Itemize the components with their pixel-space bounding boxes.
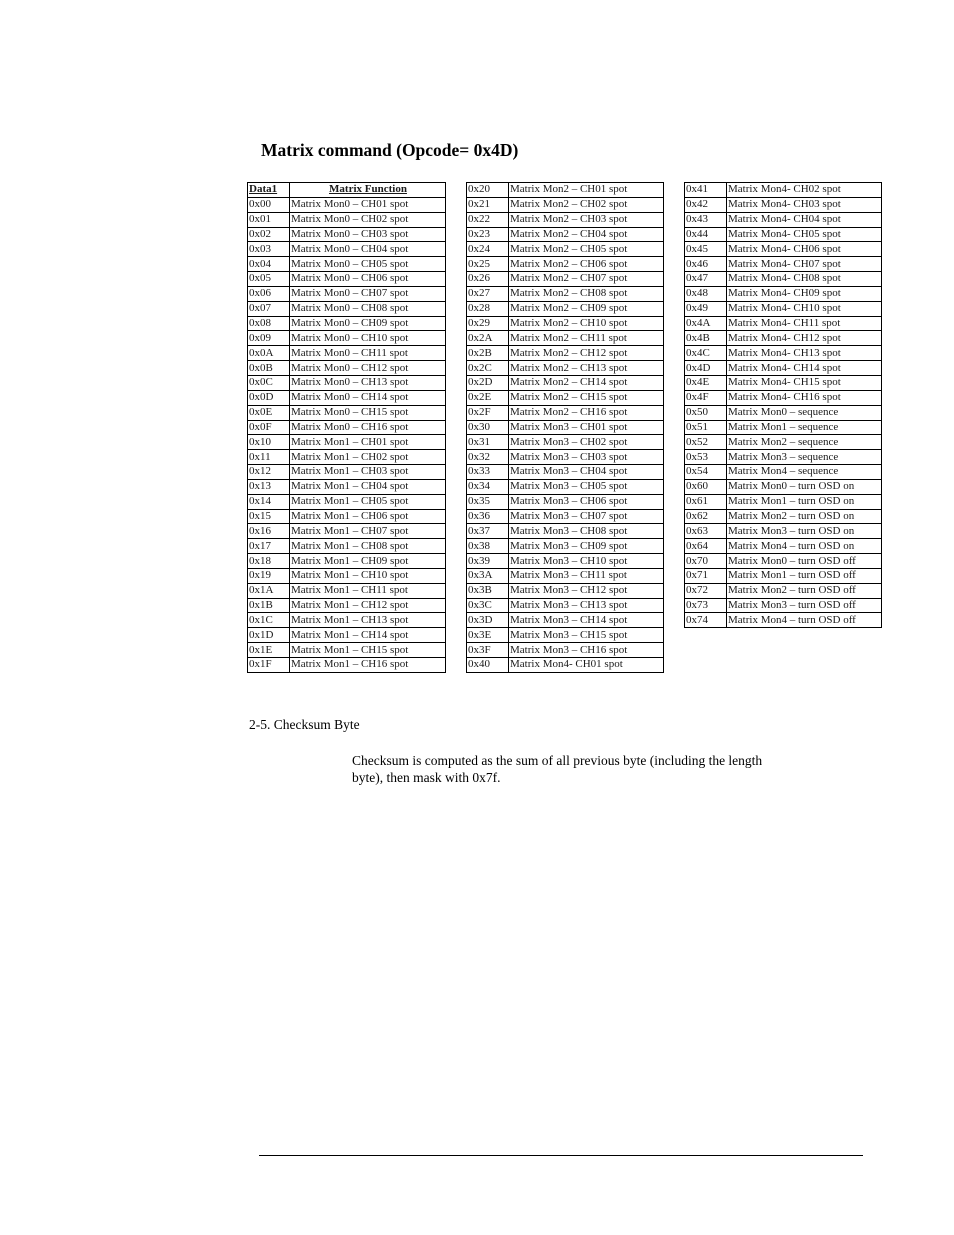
- table-row: [685, 479, 882, 494]
- table-row: [248, 465, 446, 480]
- table-row: [467, 331, 664, 346]
- table-row: [685, 509, 882, 524]
- table-row: [248, 435, 446, 450]
- data1-code-cell: 0x01: [248, 212, 290, 227]
- matrix-function-cell: Matrix Mon2 – turn OSD on: [727, 509, 882, 524]
- data1-code-cell: 0x29: [467, 316, 509, 331]
- data1-code-cell: 0x0F: [248, 420, 290, 435]
- data1-code-cell: 0x04: [248, 257, 290, 272]
- matrix-function-cell: Matrix Mon3 – CH15 spot: [509, 628, 664, 643]
- data1-code-cell: 0x2B: [467, 346, 509, 361]
- matrix-function-cell: Matrix Mon4- CH06 spot: [727, 242, 882, 257]
- data1-code-cell: 0x4F: [685, 390, 727, 405]
- matrix-function-cell: Matrix Mon1 – CH13 spot: [290, 613, 446, 628]
- data1-code-cell: 0x31: [467, 435, 509, 450]
- matrix-function-cell: Matrix Mon0 – CH15 spot: [290, 405, 446, 420]
- table-row: [467, 257, 664, 272]
- table-row: [685, 435, 882, 450]
- table-row: [685, 242, 882, 257]
- data1-code-cell: 0x54: [685, 465, 727, 480]
- matrix-function-cell: Matrix Mon1 – CH09 spot: [290, 554, 446, 569]
- matrix-function-cell: Matrix Mon1 – CH01 spot: [290, 435, 446, 450]
- data1-code-cell: 0x06: [248, 286, 290, 301]
- table-row: [685, 183, 882, 198]
- data1-code-cell: 0x05: [248, 272, 290, 287]
- table-row: [248, 539, 446, 554]
- table-row: [248, 524, 446, 539]
- footer-rule: [259, 1155, 863, 1156]
- data1-code-cell: 0x14: [248, 494, 290, 509]
- matrix-function-cell: Matrix Mon4- CH08 spot: [727, 272, 882, 287]
- data1-code-cell: 0x44: [685, 227, 727, 242]
- table-row: [248, 286, 446, 301]
- matrix-function-cell: Matrix Mon4 – turn OSD on: [727, 539, 882, 554]
- data1-code-cell: 0x11: [248, 450, 290, 465]
- matrix-function-cell: Matrix Mon4- CH11 spot: [727, 316, 882, 331]
- matrix-function-cell: Matrix Mon0 – CH01 spot: [290, 197, 446, 212]
- data1-code-cell: 0x42: [685, 197, 727, 212]
- data1-code-cell: 0x07: [248, 301, 290, 316]
- matrix-function-cell: Matrix Mon3 – CH03 spot: [509, 450, 664, 465]
- data1-code-cell: 0x10: [248, 435, 290, 450]
- data1-code-cell: 0x3A: [467, 568, 509, 583]
- data1-code-cell: 0x49: [685, 301, 727, 316]
- data1-code-cell: 0x62: [685, 509, 727, 524]
- table-row: [467, 361, 664, 376]
- matrix-function-cell: Matrix Mon3 – CH10 spot: [509, 554, 664, 569]
- matrix-function-cell: Matrix Mon0 – CH07 spot: [290, 286, 446, 301]
- matrix-function-cell: Matrix Mon4- CH01 spot: [509, 658, 664, 673]
- data1-code-cell: 0x45: [685, 242, 727, 257]
- matrix-function-cell: Matrix Mon2 – CH11 spot: [509, 331, 664, 346]
- table-row: [248, 316, 446, 331]
- data1-code-cell: 0x0E: [248, 405, 290, 420]
- matrix-function-cell: Matrix Mon3 – CH02 spot: [509, 435, 664, 450]
- table-row: [467, 658, 664, 673]
- data1-code-cell: 0x08: [248, 316, 290, 331]
- matrix-function-cell: Matrix Mon0 – sequence: [727, 405, 882, 420]
- matrix-function-cell: Matrix Mon4 – sequence: [727, 465, 882, 480]
- matrix-function-cell: Matrix Mon2 – CH16 spot: [509, 405, 664, 420]
- matrix-function-cell: Matrix Mon2 – CH05 spot: [509, 242, 664, 257]
- data1-code-cell: 0x41: [685, 183, 727, 198]
- data1-code-cell: 0x35: [467, 494, 509, 509]
- checksum-paragraph: Checksum is computed as the sum of all previous byte (including the length byte), then mask with 0x7f.: [352, 753, 763, 785]
- matrix-function-cell: Matrix Mon4- CH16 spot: [727, 390, 882, 405]
- table-row: [685, 539, 882, 554]
- data1-code-cell: 0x47: [685, 272, 727, 287]
- matrix-table-1: [247, 182, 446, 673]
- table-row: [467, 628, 664, 643]
- matrix-function-cell: Matrix Mon1 – CH16 spot: [290, 658, 446, 673]
- matrix-function-cell: Matrix Mon3 – CH05 spot: [509, 479, 664, 494]
- data1-code-cell: 0x28: [467, 301, 509, 316]
- data1-code-cell: 0x1B: [248, 598, 290, 613]
- data1-code-cell: 0x40: [467, 658, 509, 673]
- table-row: [685, 361, 882, 376]
- table-row: [685, 301, 882, 316]
- matrix-function-cell: Matrix Mon4- CH07 spot: [727, 257, 882, 272]
- matrix-function-cell: Matrix Mon3 – CH13 spot: [509, 598, 664, 613]
- data1-code-cell: 0x51: [685, 420, 727, 435]
- matrix-function-cell: Matrix Mon3 – CH07 spot: [509, 509, 664, 524]
- data1-code-cell: 0x17: [248, 539, 290, 554]
- data1-code-cell: 0x19: [248, 568, 290, 583]
- matrix-function-cell: Matrix Mon3 – CH01 spot: [509, 420, 664, 435]
- page-title: Matrix command (Opcode= 0x4D): [261, 140, 519, 160]
- matrix-function-cell: Matrix Mon1 – CH08 spot: [290, 539, 446, 554]
- matrix-function-cell: Matrix Mon0 – CH04 spot: [290, 242, 446, 257]
- data1-code-cell: 0x3D: [467, 613, 509, 628]
- matrix-function-cell: Matrix Mon1 – turn OSD off: [727, 568, 882, 583]
- matrix-function-cell: Matrix Mon2 – CH03 spot: [509, 212, 664, 227]
- table-row: [248, 420, 446, 435]
- table-row: [248, 628, 446, 643]
- data1-code-cell: 0x50: [685, 405, 727, 420]
- matrix-table-2: [466, 182, 664, 673]
- matrix-function-cell: Matrix Mon1 – CH07 spot: [290, 524, 446, 539]
- data1-code-cell: 0x38: [467, 539, 509, 554]
- table-row: [248, 568, 446, 583]
- table-row: [685, 257, 882, 272]
- matrix-function-cell: Matrix Mon3 – sequence: [727, 450, 882, 465]
- matrix-function-cell: Matrix Mon0 – turn OSD on: [727, 479, 882, 494]
- matrix-function-cell: Matrix Mon2 – CH07 spot: [509, 272, 664, 287]
- data1-code-cell: 0x2A: [467, 331, 509, 346]
- table-row: [467, 643, 664, 658]
- data1-code-cell: 0x24: [467, 242, 509, 257]
- matrix-function-cell: Matrix Mon2 – CH14 spot: [509, 375, 664, 390]
- table-row: [467, 242, 664, 257]
- table-row: [248, 212, 446, 227]
- matrix-function-cell: Matrix Mon2 – CH10 spot: [509, 316, 664, 331]
- table-row: [685, 286, 882, 301]
- matrix-function-cell: Matrix Mon0 – CH13 spot: [290, 375, 446, 390]
- table-row: [685, 524, 882, 539]
- data1-code-cell: 0x22: [467, 212, 509, 227]
- data1-code-cell: 0x61: [685, 494, 727, 509]
- table-row: [467, 450, 664, 465]
- data1-code-cell: 0x2F: [467, 405, 509, 420]
- table-row: [467, 420, 664, 435]
- table-row: [248, 272, 446, 287]
- data1-code-cell: 0x52: [685, 435, 727, 450]
- data1-code-cell: 0x23: [467, 227, 509, 242]
- matrix-function-cell: Matrix Mon0 – CH06 spot: [290, 272, 446, 287]
- matrix-function-cell: Matrix Mon3 – CH04 spot: [509, 465, 664, 480]
- matrix-function-cell: Matrix Mon4- CH14 spot: [727, 361, 882, 376]
- data1-code-cell: 0x63: [685, 524, 727, 539]
- data1-code-cell: 0x02: [248, 227, 290, 242]
- data1-code-cell: 0x4D: [685, 361, 727, 376]
- table-row: [685, 316, 882, 331]
- data1-code-cell: 0x33: [467, 465, 509, 480]
- matrix-function-cell: Matrix Mon0 – turn OSD off: [727, 554, 882, 569]
- matrix-function-cell: Matrix Mon3 – CH16 spot: [509, 643, 664, 658]
- data1-code-cell: 0x53: [685, 450, 727, 465]
- table-row: [685, 465, 882, 480]
- table-row: [467, 375, 664, 390]
- data1-code-cell: 0x21: [467, 197, 509, 212]
- matrix-function-cell: Matrix Mon1 – CH04 spot: [290, 479, 446, 494]
- table-row: [685, 227, 882, 242]
- matrix-function-cell: Matrix Mon3 – CH09 spot: [509, 539, 664, 554]
- table-row: [685, 554, 882, 569]
- table-row: [248, 331, 446, 346]
- table-row: [248, 197, 446, 212]
- data1-code-cell: 0x1D: [248, 628, 290, 643]
- matrix-function-cell: Matrix Mon2 – CH09 spot: [509, 301, 664, 316]
- table-row: [248, 346, 446, 361]
- matrix-function-cell: Matrix Mon4- CH05 spot: [727, 227, 882, 242]
- matrix-function-cell: Matrix Mon0 – CH08 spot: [290, 301, 446, 316]
- table-row: [467, 272, 664, 287]
- matrix-function-cell: Matrix Mon4- CH15 spot: [727, 375, 882, 390]
- table-row: [685, 450, 882, 465]
- data1-code-cell: 0x43: [685, 212, 727, 227]
- table-row: [248, 375, 446, 390]
- matrix-function-cell: Matrix Mon3 – CH14 spot: [509, 613, 664, 628]
- matrix-function-cell: Matrix Mon2 – CH15 spot: [509, 390, 664, 405]
- data1-code-cell: 0x46: [685, 257, 727, 272]
- data1-code-cell: 0x0B: [248, 361, 290, 376]
- data1-code-cell: 0x30: [467, 420, 509, 435]
- matrix-function-cell: Matrix Mon1 – CH02 spot: [290, 450, 446, 465]
- matrix-function-cell: Matrix Mon1 – CH06 spot: [290, 509, 446, 524]
- table-row: [467, 435, 664, 450]
- table-row: [685, 420, 882, 435]
- data1-code-cell: 0x4B: [685, 331, 727, 346]
- table-row: [248, 613, 446, 628]
- matrix-function-cell: Matrix Mon0 – CH16 spot: [290, 420, 446, 435]
- data1-code-cell: 0x3C: [467, 598, 509, 613]
- matrix-function-cell: Matrix Mon1 – sequence: [727, 420, 882, 435]
- table-row: [248, 405, 446, 420]
- data1-code-cell: 0x71: [685, 568, 727, 583]
- table-row: [685, 212, 882, 227]
- data1-code-cell: 0x25: [467, 257, 509, 272]
- data1-code-cell: 0x16: [248, 524, 290, 539]
- data1-code-cell: 0x1C: [248, 613, 290, 628]
- data1-code-cell: 0x4C: [685, 346, 727, 361]
- matrix-function-cell: Matrix Mon0 – CH03 spot: [290, 227, 446, 242]
- matrix-function-cell: Matrix Mon2 – CH06 spot: [509, 257, 664, 272]
- data1-code-cell: 0x26: [467, 272, 509, 287]
- data1-code-cell: 0x60: [685, 479, 727, 494]
- table-row: [467, 183, 664, 198]
- table-row: [685, 613, 882, 628]
- table-row: [467, 286, 664, 301]
- matrix-function-cell: Matrix Mon0 – CH10 spot: [290, 331, 446, 346]
- header-data1: Data1: [248, 183, 290, 198]
- data1-code-cell: 0x03: [248, 242, 290, 257]
- table-row: [467, 539, 664, 554]
- matrix-function-cell: Matrix Mon2 – sequence: [727, 435, 882, 450]
- table-row: [467, 613, 664, 628]
- matrix-function-cell: Matrix Mon4- CH03 spot: [727, 197, 882, 212]
- header-matrix-function: Matrix Function: [290, 183, 446, 198]
- matrix-function-cell: Matrix Mon2 – CH13 spot: [509, 361, 664, 376]
- matrix-function-cell: Matrix Mon1 – CH03 spot: [290, 465, 446, 480]
- table-row: [467, 524, 664, 539]
- table-row: [685, 375, 882, 390]
- data1-code-cell: 0x1A: [248, 583, 290, 598]
- table-row: [467, 494, 664, 509]
- table-row: [467, 598, 664, 613]
- table-row: [467, 212, 664, 227]
- matrix-function-cell: Matrix Mon2 – CH12 spot: [509, 346, 664, 361]
- matrix-function-cell: Matrix Mon1 – CH15 spot: [290, 643, 446, 658]
- matrix-function-cell: Matrix Mon0 – CH11 spot: [290, 346, 446, 361]
- matrix-function-cell: Matrix Mon0 – CH14 spot: [290, 390, 446, 405]
- table-row: [248, 554, 446, 569]
- matrix-function-cell: Matrix Mon4- CH12 spot: [727, 331, 882, 346]
- table-row: [685, 272, 882, 287]
- table-row: [685, 568, 882, 583]
- table-row: [248, 242, 446, 257]
- matrix-function-cell: Matrix Mon3 – CH06 spot: [509, 494, 664, 509]
- data1-code-cell: 0x09: [248, 331, 290, 346]
- data1-code-cell: 0x64: [685, 539, 727, 554]
- table-row: [685, 583, 882, 598]
- data1-code-cell: 0x1F: [248, 658, 290, 673]
- table-row: [467, 583, 664, 598]
- table-row: [685, 598, 882, 613]
- data1-code-cell: 0x72: [685, 583, 727, 598]
- table-row: [467, 227, 664, 242]
- matrix-function-cell: Matrix Mon4- CH13 spot: [727, 346, 882, 361]
- section-heading: 2-5. Checksum Byte: [249, 717, 360, 732]
- matrix-function-cell: Matrix Mon4- CH02 spot: [727, 183, 882, 198]
- matrix-function-cell: Matrix Mon4- CH04 spot: [727, 212, 882, 227]
- table-row: [248, 390, 446, 405]
- data1-code-cell: 0x70: [685, 554, 727, 569]
- table-row: [467, 301, 664, 316]
- table-row: [685, 346, 882, 361]
- matrix-function-cell: Matrix Mon4- CH09 spot: [727, 286, 882, 301]
- table-row: [685, 331, 882, 346]
- table-row: [685, 197, 882, 212]
- table-row: [248, 509, 446, 524]
- data1-code-cell: 0x3B: [467, 583, 509, 598]
- matrix-function-cell: Matrix Mon3 – CH11 spot: [509, 568, 664, 583]
- table-row: [685, 390, 882, 405]
- matrix-function-cell: Matrix Mon2 – CH08 spot: [509, 286, 664, 301]
- data1-code-cell: 0x00: [248, 197, 290, 212]
- table-row: [467, 509, 664, 524]
- matrix-function-cell: Matrix Mon1 – turn OSD on: [727, 494, 882, 509]
- table-row: [467, 568, 664, 583]
- data1-code-cell: 0x12: [248, 465, 290, 480]
- matrix-function-cell: Matrix Mon2 – CH02 spot: [509, 197, 664, 212]
- data1-code-cell: 0x20: [467, 183, 509, 198]
- matrix-function-cell: Matrix Mon0 – CH12 spot: [290, 361, 446, 376]
- matrix-function-cell: Matrix Mon3 – turn OSD on: [727, 524, 882, 539]
- data1-code-cell: 0x0D: [248, 390, 290, 405]
- table-row: [248, 227, 446, 242]
- table-row: [248, 583, 446, 598]
- matrix-function-cell: Matrix Mon1 – CH12 spot: [290, 598, 446, 613]
- data1-code-cell: 0x2E: [467, 390, 509, 405]
- matrix-function-cell: Matrix Mon0 – CH05 spot: [290, 257, 446, 272]
- data1-code-cell: 0x73: [685, 598, 727, 613]
- data1-code-cell: 0x37: [467, 524, 509, 539]
- data1-code-cell: 0x36: [467, 509, 509, 524]
- table-row: [467, 197, 664, 212]
- data1-code-cell: 0x48: [685, 286, 727, 301]
- matrix-function-cell: Matrix Mon3 – CH12 spot: [509, 583, 664, 598]
- data1-code-cell: 0x0C: [248, 375, 290, 390]
- data1-code-cell: 0x32: [467, 450, 509, 465]
- table-row: [248, 301, 446, 316]
- matrix-table-3: [684, 182, 882, 628]
- data1-code-cell: 0x18: [248, 554, 290, 569]
- data1-code-cell: 0x34: [467, 479, 509, 494]
- table-row: [248, 658, 446, 673]
- matrix-function-cell: Matrix Mon3 – turn OSD off: [727, 598, 882, 613]
- data1-code-cell: 0x2D: [467, 375, 509, 390]
- table-row: [467, 465, 664, 480]
- matrix-function-cell: Matrix Mon2 – turn OSD off: [727, 583, 882, 598]
- data1-code-cell: 0x4A: [685, 316, 727, 331]
- table-row: [467, 346, 664, 361]
- data1-code-cell: 0x27: [467, 286, 509, 301]
- table-row: [248, 257, 446, 272]
- table-row: [248, 598, 446, 613]
- matrix-function-cell: Matrix Mon0 – CH09 spot: [290, 316, 446, 331]
- table-row: [248, 479, 446, 494]
- matrix-function-cell: Matrix Mon1 – CH05 spot: [290, 494, 446, 509]
- matrix-function-cell: Matrix Mon1 – CH10 spot: [290, 568, 446, 583]
- table-row: [467, 554, 664, 569]
- table-row: [467, 405, 664, 420]
- data1-code-cell: 0x1E: [248, 643, 290, 658]
- table-row: [248, 361, 446, 376]
- matrix-function-cell: Matrix Mon2 – CH04 spot: [509, 227, 664, 242]
- matrix-function-cell: Matrix Mon1 – CH14 spot: [290, 628, 446, 643]
- data1-code-cell: 0x2C: [467, 361, 509, 376]
- table-row: [248, 450, 446, 465]
- table-row: [685, 494, 882, 509]
- table-header-row: [248, 183, 446, 198]
- data1-code-cell: 0x15: [248, 509, 290, 524]
- table-row: [467, 390, 664, 405]
- data1-code-cell: 0x3F: [467, 643, 509, 658]
- data1-code-cell: 0x3E: [467, 628, 509, 643]
- table-row: [685, 405, 882, 420]
- data1-code-cell: 0x13: [248, 479, 290, 494]
- matrix-function-cell: Matrix Mon1 – CH11 spot: [290, 583, 446, 598]
- matrix-function-cell: Matrix Mon3 – CH08 spot: [509, 524, 664, 539]
- matrix-function-cell: Matrix Mon2 – CH01 spot: [509, 183, 664, 198]
- table-row: [467, 316, 664, 331]
- data1-code-cell: 0x4E: [685, 375, 727, 390]
- data1-code-cell: 0x74: [685, 613, 727, 628]
- data1-code-cell: 0x39: [467, 554, 509, 569]
- matrix-function-cell: Matrix Mon4 – turn OSD off: [727, 613, 882, 628]
- table-row: [467, 479, 664, 494]
- table-row: [248, 494, 446, 509]
- table-row: [248, 643, 446, 658]
- data1-code-cell: 0x0A: [248, 346, 290, 361]
- matrix-function-cell: Matrix Mon0 – CH02 spot: [290, 212, 446, 227]
- matrix-function-cell: Matrix Mon4- CH10 spot: [727, 301, 882, 316]
